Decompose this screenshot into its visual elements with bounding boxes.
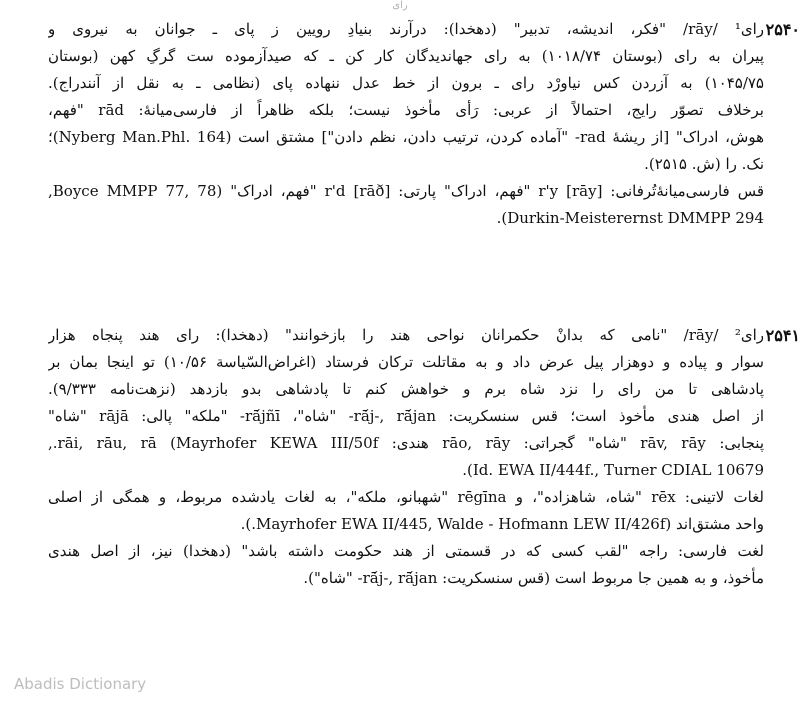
entry-line: لغات لاتینی: rēx "شاه، شاهزاده"، و rēgīna "شهبانو، ملکه"، به لغات یادشده مربوط، و همگی از اصلی [48, 488, 764, 506]
entry-line: هوش، ادراک" [از ریشهٔ rad- "آماده کردن، ترتیب دادن، نظم دادن"] مشتق است (Nyberg Man.Phl. 164)؛ [48, 128, 764, 146]
entry-line: رای² /rāy/ "نامی که بدانْ حکمرانان نواحی هند را بازخوانند" (دهخدا): رای هند پنجاه هزار [48, 326, 764, 344]
entry-line: قس فارسی‌میانهٔ‌تُرفانی: r'y [rāy] "فهم، ادراک" پارتی: r'd [rāð] "فهم، ادراک" (Boyce MMPP 77, 78, [48, 182, 764, 200]
entry-line: ۱۰۴۵/۷۵) به آزردن کس نیاورْد رای ـ برون از خط عدل ننهاده پای (نظامی ـ به نقل از آنندراج). [48, 74, 764, 92]
entry-line: Id. EWA II/444f., Turner CDIAL 10679). [462, 461, 764, 479]
dictionary-entry-2540 [48, 16, 800, 232]
entry-line: رای¹ /rāy/ "فکر، اندیشه، تدبیر" (دهخدا): درآرند بنیادِ رویین ز پای ـ جوانان به نیروی و [48, 20, 764, 38]
page-header-mark: رای [392, 0, 408, 11]
entry-number: ۲۵۴۰ [765, 20, 800, 39]
entry-line: لغت فارسی: راجه "لقب کسی که در قسمتی از هند حکومت داشته باشد" (دهخدا) نیز، از اصل هندی [48, 542, 764, 560]
entry-line: Durkin-Meisterernst DMMPP 294). [496, 209, 764, 227]
entry-line: نک. را (ش. ۲۵۱۵). [644, 155, 764, 173]
entry-line: پیران به رای (بوستان ۱۰۱۸/۷۴) به رای جهاندیدگان کار کن ـ که صیدآزموده ست گرگِ کهن (بوستان [48, 47, 764, 65]
entry-line: مأخوذ، و به همین جا مربوط است (قس سنسکریت: rā́j-, rā́jan- "شاه"). [303, 569, 764, 587]
entry-line: برخلاف تصوّر رایج، احتمالاً از عربی: رَأی مأخوذ نیست؛ بلکه ظاهراً از فارسی‌میانهٔ: rād "فهم، [48, 101, 764, 119]
entry-line: سوار و پیاده و دوهزار پیل عرض داد و به مقاتلت ترکان فرستاد (اغراض‌السّیاسة ۱۰/۵۶) تو اینجا بمان بر [48, 353, 764, 371]
entry-line: از اصل هندی مأخوذ است؛ قس سنسکریت: rā́j-, rā́jan- "شاه"، rā́jñī- "ملکه" پالی: rājā "شاه" [48, 407, 764, 425]
entry-line: واحد مشتق‌اند (Mayrhofer EWA II/445, Walde - Hofmann LEW II/426f.). [240, 515, 764, 533]
entry-number: ۲۵۴۱ [765, 326, 800, 345]
dictionary-entry-2541 [48, 322, 800, 592]
watermark: Abadis Dictionary [14, 675, 147, 693]
entry-line: پادشاهی تا من رای را نزد شاه برم و خواهش کنم تا پادشاهی بدو بازدهد (نزهت‌نامه ۹/۳۳۳). [48, 380, 764, 398]
entry-line: پنجابی: rāv, rāy "شاه" گجراتی: rāo, rāy هندی: rāi, rāu, rā (Mayrhofer KEWA III/50f., [48, 434, 764, 452]
